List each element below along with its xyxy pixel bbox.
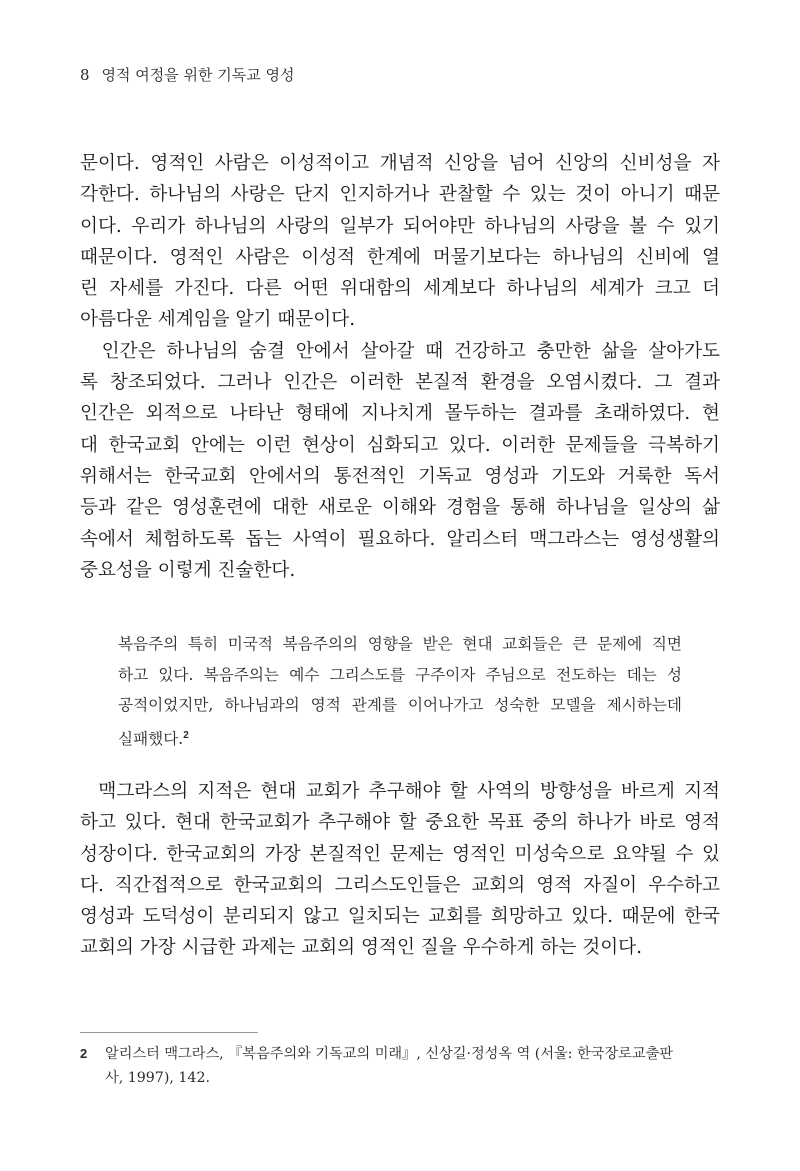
text-line: 이다. 우리가 하나님의 사랑의 일부가 되어야만 하나님의 사랑을 볼 수 있기: [80, 215, 720, 237]
text-line: 중요성을 이렇게 진술한다.: [80, 559, 296, 581]
footnote-divider: [80, 1032, 258, 1033]
text-line: 인간은 하나님의 숨결 안에서 살아갈 때 건강하고 충만한 삶을 살아가도: [80, 340, 720, 362]
text-line: 린 자세를 가진다. 다른 어떤 위대함의 세계보다 하나님의 세계가 크고 더: [80, 278, 720, 300]
quote-line-last: [118, 721, 682, 755]
text-line: 대 한국교회 안에는 이런 현상이 심화되고 있다. 이러한 문제들을 극복하기: [80, 434, 720, 456]
footnote-reference[interactable]: 2: [183, 730, 189, 742]
body-text-top: [80, 148, 720, 586]
text-line: 각한다. 하나님의 사랑은 단지 인지하거나 관찰할 수 있는 것이 아니기 때문: [80, 184, 720, 206]
paragraph-1: [80, 148, 720, 336]
paragraph-2: [80, 336, 720, 586]
text-line: 등과 같은 영성훈련에 대한 새로운 이해와 경험을 통해 하나님을 일상의 삶: [80, 497, 720, 519]
text-line: 속에서 체험하도록 돕는 사역이 필요하다. 알리스터 맥그라스는 영성생활의: [80, 528, 720, 550]
text-line: 맥그라스의 지적은 현대 교회가 추구해야 할 사역의 방향성을 바르게 지적: [80, 781, 720, 802]
text-line: 록 창조되었다. 그러나 인간은 이러한 본질적 환경을 오염시켰다. 그 결과: [80, 372, 720, 394]
text-line: 하고 있다. 현대 한국교회가 추구해야 할 중요한 목표 중의 하나가 바로 영적: [80, 812, 720, 834]
footnote-line: 사, 1997), 142.: [105, 1070, 210, 1086]
text-line: 때문이다. 영적인 사람은 이성적 한계에 머물기보다는 하나님의 신비에 열: [80, 246, 720, 268]
text-line: 인간은 외적으로 나타난 형태에 지나치게 몰두하는 결과를 초래하였다. 현: [80, 403, 720, 425]
text-line: 문이다. 영적인 사람은 이성적이고 개념적 신앙을 넘어 신앙의 신비성을 자: [80, 153, 720, 174]
text-line: 다. 직간접적으로 한국교회의 그리스도인들은 교회의 영적 자질이 우수하고: [80, 874, 720, 896]
text-line: 아름다운 세계임을 알기 때문이다.: [80, 309, 356, 331]
running-title: 영적 여정을 위한 기독교 영성: [101, 66, 295, 84]
text-line: 영성과 도덕성이 분리되지 않고 일치되는 교회를 희망하고 있다. 때문에 한국: [80, 906, 720, 928]
quote-line-text: 실패했다.: [118, 730, 184, 749]
body-text-bottom: [80, 776, 720, 964]
page-number: 8: [80, 66, 90, 84]
quote-line: 복음주의 특히 미국적 복음주의의 영향을 받은 현대 교회들은 큰 문제에 직면: [118, 635, 682, 653]
paragraph-3: [80, 776, 720, 964]
footnote: [80, 1042, 692, 1090]
running-header: [80, 64, 295, 85]
footnote-line: 알리스터 맥그라스, 『복음주의와 기독교의 미래』, 신상길·정성옥 역 (서울: 한국장로교출판: [105, 1046, 673, 1062]
quote-line: 공적이었지만, 하나님과의 영적 관계를 이어나가고 성숙한 모델을 제시하는데: [118, 696, 682, 715]
text-line: 교회의 가장 시급한 과제는 교회의 영적인 질을 우수하게 하는 것이다.: [80, 937, 643, 959]
footnote-number: 2: [80, 1046, 88, 1061]
text-line: 위해서는 한국교회 안에서의 통전적인 기독교 영성과 기도와 거룩한 독서: [80, 465, 720, 487]
block-quote: [118, 629, 682, 755]
quote-line: 하고 있다. 복음주의는 예수 그리스도를 구주이자 주님으로 전도하는 데는 성: [118, 665, 682, 684]
text-line: 성장이다. 한국교회의 가장 본질적인 문제는 영적인 미성숙으로 요약될 수 있: [80, 843, 720, 865]
